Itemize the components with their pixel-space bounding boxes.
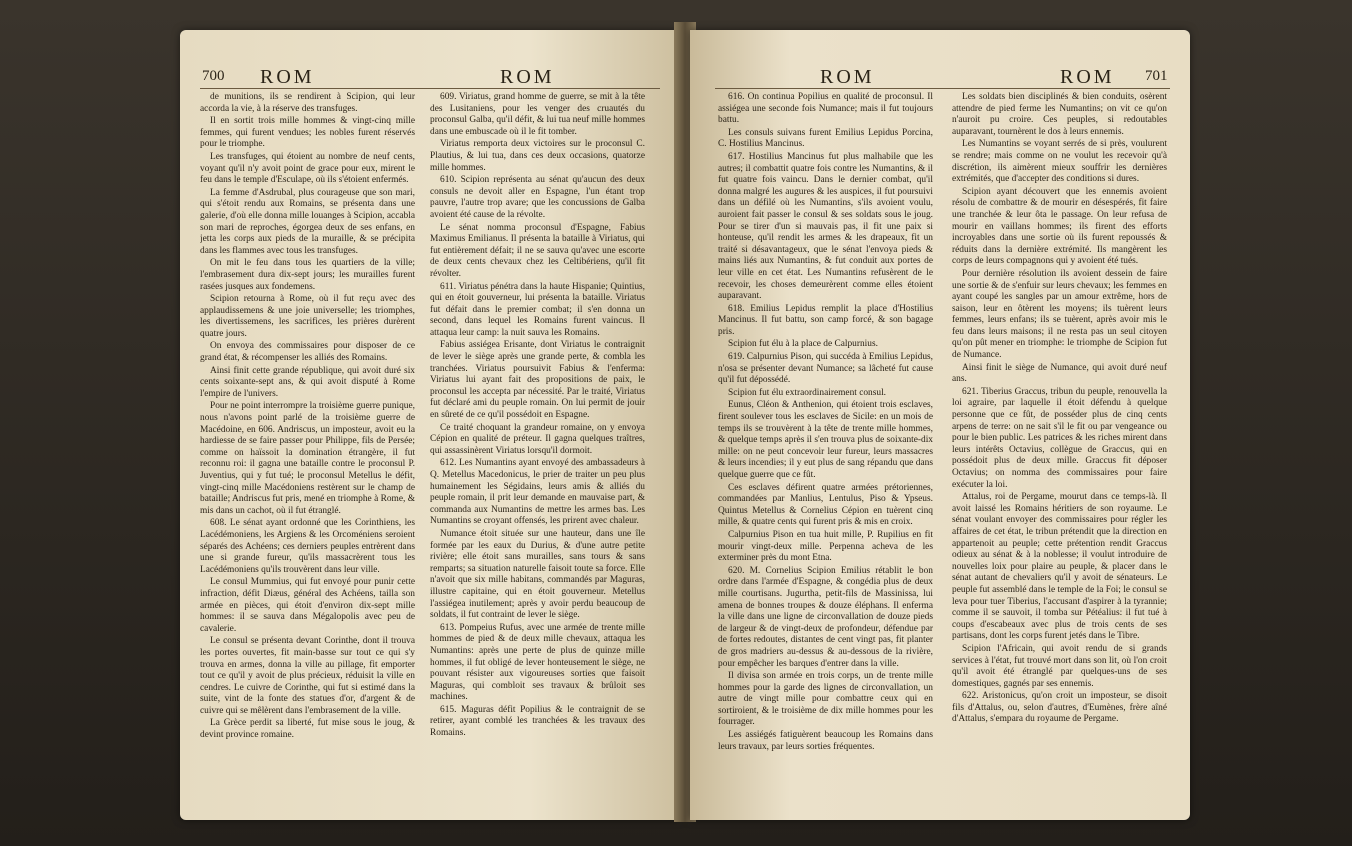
right-column-1	[718, 92, 933, 792]
paragraph: Les Numantins se voyant serrés de si près, voulurent se rendre; mais comme on ne voulut les recevoir qu'à discrétion, ils aimèrent mieux souffrir les dernières extrémités, que d'accepter des conditions si dures.	[952, 139, 1167, 185]
paragraph: Scipion retourna à Rome, où il fut reçu avec des applaudissemens & une joie universelle; les triomphes, les divertissemens, les sacrifices, les prières durèrent quatre jours.	[200, 294, 415, 339]
right-page-number: 701	[1145, 68, 1168, 84]
paragraph: 622. Aristonicus, qu'on croit un imposteur, se disoit fils d'Attalus, ou, selon d'autres, d'Eumènes, frère aîné d'Attalus, s'empara du royaume de Pergame.	[952, 691, 1167, 725]
paragraph: On envoya des commissaires pour disposer de ce grand état, & récompenser les alliés des Romains.	[200, 341, 415, 364]
paragraph: Le sénat nomma proconsul d'Espagne, Fabius Maximus Emilianus. Il présenta la bataille à Viriatus, qui fut entièrement défait; il ne se sauva qu'avec une escorte de deux cents chevaux chez les Celtibériens, qu'il fit révolter.	[430, 222, 645, 279]
paragraph: Ainsi finit le siège de Numance, qui avoit duré neuf ans.	[952, 362, 1167, 385]
open-book	[180, 12, 1180, 832]
paragraph: de munitions, ils se rendirent à Scipion, qui leur accorda la vie, à la réserve des transfuges.	[200, 92, 415, 114]
paragraph: 620. M. Cornelius Scipion Emilius rétablit le bon ordre dans l'armée d'Espagne, & congédia plus de deux mille courtisans. Jugurtha, petit-fils de Massinissa, lui amena de bonnes troupes & douze éléphans. Il enferma la ville dans une ligne de circonvallation de douze pieds de largeur & de vingt-deux de profondeur, défendue par de fortes redoutes, distantes de cent vingt pas, fit planter de gros madriers au-dessus & au-dessous de la rivière, pour empêcher les barques d'entrer dans la ville.	[718, 565, 933, 669]
paragraph: 618. Emilius Lepidus remplit la place d'Hostilius Mancinus. Il fut battu, son camp forcé, & son bagage pris.	[718, 303, 933, 337]
paragraph: Il divisa son armée en trois corps, un de trente mille hommes pour la garde des lignes de circonvallation, un autre de vingt mille pour combattre ceux qui en sortiroient, & le troisième de dix mille hommes pour les fourrager.	[718, 671, 933, 728]
left-header-col2: ROM	[500, 66, 555, 88]
paragraph: Attalus, roi de Pergame, mourut dans ce temps-là. Il avoit laissé les Romains héritiers de son royaume. Le sénat voulant envoyer des commissaires pour régler les affaires de cet état, le tribun prétendit que la direction en appartenoit au peuple; cette prétention rendit Graccus odieux au sénat & à la noblesse; il voulut introduire de nouvelles loix pour plaire au peuple, & placer dans le sénat autant de chevaliers qu'il y avoit de sénateurs. Le peuple fut assemblé dans le temple de la Foi; le consul se leva pour tuer Tiberius, l'accusant d'aspirer à la tyrannie; comme il se sauvoit, il tomba sur Pétéalius: il fut tué à coups d'escabeaux avec plus de trois cents de ses partisans, dont les corps furent jetés dans le Tibre.	[952, 492, 1167, 642]
paragraph: 615. Maguras défit Popilius & le contraignit de se retirer, ayant comblé les tranchées & les travaux des Romains.	[430, 704, 645, 739]
right-header-col2: ROM	[1060, 66, 1115, 88]
left-column-2	[430, 92, 645, 792]
paragraph: 608. Le sénat ayant ordonné que les Corinthiens, les Lacédémoniens, les Argiens & les Orcoméniens seroient séparés des Achéens; ces derniers peuples entrèrent dans une si grande fureur, qu'ils massacrèrent tous les Lacédémoniens qu'ils trouvèrent dans leur ville.	[200, 518, 415, 575]
left-page	[180, 30, 680, 820]
paragraph: 619. Calpurnius Pison, qui succéda à Emilius Lepidus, n'osa se présenter devant Numance; sa lâcheté fut cause qu'il fut dépossédé.	[718, 352, 933, 386]
right-column-2	[952, 92, 1167, 792]
paragraph: Pour dernière résolution ils avoient dessein de faire une sortie & de s'enfuir sur leurs chevaux; les femmes en ayant coupé les sangles par un amour extrême, hors de saison, leur en ôtèrent les moyens; ils tuèrent leurs femmes, leurs enfans; ils se tuèrent, après avoir mis le feu dans leurs maisons; il ne resta pas un seul citoyen qu'on pût mener en triomphe: le triomphe de Scipion fut de Numance.	[952, 268, 1167, 361]
paragraph: Les assiégés fatiguèrent beaucoup les Romains dans leurs travaux, par leurs sorties fréquentes.	[718, 730, 933, 752]
paragraph: Ce traité choquant la grandeur romaine, on y envoya Cépion en qualité de préteur. Il gagna quelques traîtres, qui assassinèrent Viriatus lorsqu'il dormoit.	[430, 422, 645, 456]
paragraph: 612. Les Numantins ayant envoyé des ambassadeurs à Q. Metellus Macedonicus, le prier de traiter un peu plus humainement les Ségidains, leurs amis & alliés du peuple romain, il prit leur demande en mauvaise part, & commanda aux Numantins de mettre les armes bas. Les Numantins se croyant offensés, les prirent avec chaleur.	[430, 458, 645, 527]
paragraph: 617. Hostilius Mancinus fut plus malhabile que les autres; il combattit quatre fois contre les Numantins, & il fut quatre fois vaincu. Dans le dernier combat, qu'il donna malgré les augures & les auspices, il fut poursuivi dans un défilé où les Numantins, s'ils avoient voulu, auroient fait passer le consul & ses soldats sous le joug. Pour se tirer d'un si mauvais pas, il fit une paix si honteuse, qu'il rendit les armes & les drapeaux, fit un traité si désavantageux, que le sénat l'envoya pieds & mains liés aux Numantins, & fut conduit aux portes de leur ville en cet état. Les Numantins refusèrent de le recevoir, les choses demeurèrent comme elles étoient auparavant.	[718, 151, 933, 302]
paragraph: Ainsi finit cette grande république, qui avoit duré six cents soixante-sept ans, & qui avoit disputé à Rome l'empire de l'univers.	[200, 365, 415, 399]
paragraph: 613. Pompeius Rufus, avec une armée de trente mille hommes de pied & de deux mille chevaux, attaqua les Numantins: après une perte de plus de quinze mille hommes, il fut obligé de lever honteusement le siège, ne pouvant résister aux vigoureuses sorties que faisoit Maguras, qui combloit ses travaux & brûloit ses machines.	[430, 622, 645, 703]
paragraph: La femme d'Asdrubal, plus courageuse que son mari, qui s'étoit rendu aux Romains, se présenta dans une galerie, d'où elle donna mille louanges à Scipion, accabla son mari de reproches, égorgea deux de ses enfans, en jetta les corps aux pieds de la muraille, & se précipita dans les flammes avec tous les transfuges.	[200, 187, 415, 256]
paragraph: 616. On continua Popilius en qualité de proconsul. Il assiégea une seconde fois Numance; mais il fut toujours battu.	[718, 92, 933, 126]
paragraph: Le consul se présenta devant Corinthe, dont il trouva les portes ouvertes, fit main-basse sur tout ce qui s'y trouva en armes, donna la ville au pillage, fit emporter tout ce qu'il y avoit de plus précieux, réduisit la ville en cendres. Le cuivre de Corinthe, qui fut si estimé dans la suite, vint de la fonte des statues d'or, d'argent & de cuivre qui se mêlèrent dans l'embrasement de la ville.	[200, 636, 415, 716]
paragraph: Scipion l'Africain, qui avoit rendu de si grands services à l'état, fut trouvé mort dans son lit, où l'on croit qu'il avoit été étranglé par quelques-uns de ses domestiques, gagnés par ses ennemis.	[952, 643, 1167, 689]
left-header-col1: ROM	[260, 66, 315, 88]
right-header-rule	[715, 88, 1170, 89]
paragraph: Calpurnius Pison en tua huit mille, P. Rupilius en fit mourir vingt-deux mille. Perpenna acheva de les exterminer près du mont Etna.	[718, 529, 933, 564]
paragraph: Scipion fut élu extraordinairement consul.	[728, 387, 887, 398]
left-page-number: 700	[202, 68, 225, 84]
paragraph: Scipion fut élu à la place de Calpurnius.	[728, 339, 878, 350]
paragraph: 621. Tiberius Graccus, tribun du peuple, renouvella la loi agraire, par laquelle il étoit défendu à quelque personne que ce fût, de posséder plus de cinq cents arpens de terre: on ne sait s'il le fit ou par vengeance ou pour le bien public. Les patrices & les riches mirent dans leurs intérêts Octavius, collègue de Graccus, qui en possédoit plus de deux mille. Graccus fit déposer Octavius; on nomma des commissaires pour faire exécuter la loi.	[952, 386, 1167, 490]
paragraph: Le consul Mummius, qui fut envoyé pour punir cette infraction, défit Diæus, général des Achéens, tailla son armée en pièces, qui étoit d'environ dix-sept mille hommes: il se sauva dans Mégalopolis avec peu de cavalerie.	[200, 577, 415, 634]
paragraph: Il en sortit trois mille hommes & vingt-cinq mille femmes, qui furent vendues; les nobles furent réservés pour le triomphe.	[200, 116, 415, 150]
paragraph: La Grèce perdit sa liberté, fut mise sous le joug, & devint province romaine.	[200, 718, 415, 741]
paragraph: Eunus, Cléon & Anthenion, qui étoient trois esclaves, firent soulever tous les esclaves de Sicile: en un mois de temps ils se trouvèrent à la tête de trente mille hommes, & quelque temps après il s'en trouva plus de soixante-dix mille: on ne peut concevoir leur fureur, leurs massacres & leurs incendies; il y eut plus de sang répandu que dans quelque guerre que ce fût.	[718, 400, 933, 480]
paragraph: Scipion ayant découvert que les ennemis avoient résolu de combattre & de mourir en désespérés, fit faire une tranchée & leur ôta le passage. On leur refusa de mourir en vaillans hommes; ils firent des efforts incroyables dans une sortie où ils furent repoussés & réduits dans la dernière extrémité. Ils mangèrent les corps de leurs compagnons qui y avoient été tués.	[952, 186, 1167, 267]
right-header-col1: ROM	[820, 66, 875, 88]
paragraph: On mit le feu dans tous les quartiers de la ville; l'embrasement dura dix-sept jours; les murailles furent rasées jusques aux fondemens.	[200, 258, 415, 292]
paragraph: Viriatus remporta deux victoires sur le proconsul C. Plautius, & lui tua, dans ces deux occasions, quatorze mille hommes.	[430, 139, 645, 173]
right-page	[690, 30, 1190, 820]
paragraph: 609. Viriatus, grand homme de guerre, se mit à la tête des Lusitaniens, pour les venger des cruautés du proconsul Galba, qu'il défit, & lui tua neuf mille hommes dans une embuscade où il le fit tomber.	[430, 92, 645, 137]
paragraph: Pour ne point interrompre la troisième guerre punique, nous n'avons point parlé de la troisième guerre de Macédoine, en 606. Andriscus, un imposteur, avoit eu la hardiesse de se faire passer pour Philippe, fils de Persée; comme on haïssoit la domination étrangère, il fut reconnu roi: il gagna une bataille contre le proconsul P. Juventius, qui y fut tué; le proconsul Metellus le défit, vingt-cinq mille Macédoniens restèrent sur le champ de bataille; Andriscus fut pris, mené en triomphe à Rome, & mis dans un cachot, où il fut étranglé.	[200, 401, 415, 516]
left-header-rule	[200, 88, 660, 89]
paragraph: Les consuls suivans furent Emilius Lepidus Porcina, C. Hostilius Mancinus.	[718, 127, 933, 150]
paragraph: Numance étoit située sur une hauteur, dans une île formée par les eaux du Durius, & d'une autre petite rivière; elle étoit sans murailles, sans tours & sans remparts; sa situation naturelle faisoit toute sa force. Elle n'avoit que six mille habitans, commandés par Maguras, illustre capitaine, qui en étoit gouverneur. Metellus l'assiégea inutilement; après y avoir perdu beaucoup de soldats, il fut contraint de lever le siège.	[430, 528, 645, 621]
left-column-1	[200, 92, 415, 792]
paragraph: Les transfuges, qui étoient au nombre de neuf cents, voyant qu'il n'y avoit point de grace pour eux, mirent le feu dans le temple d'Esculape, où ils s'étoient enfermés.	[200, 151, 415, 186]
paragraph: Les soldats bien disciplinés & bien conduits, osèrent attendre de pied ferme les Numantins; on vit ce qu'on n'auroit pu croire. Ces peuples, si redoutables auparavant, tournèrent le dos à leurs ennemis.	[952, 92, 1167, 137]
paragraph: Fabius assiégea Erisante, dont Viriatus le contraignit de lever le siège après une grande perte, & combla les tranchées. Viriatus poursuivit Fabius & l'enferma: Viriatus lui ayant fait des propositions de paix, le proconsul les accepta par nécessité. Par le traité, Viriatus fut déclaré ami du peuple romain. On lui permit de jouir en sûreté de ce qu'il possédoit en Espagne.	[430, 340, 645, 421]
paragraph: 611. Viriatus pénétra dans la haute Hispanie; Quintius, qui en étoit gouverneur, lui présenta la bataille. Viriatus fut défait dans le premier combat; il s'en donna un second, dans lequel les Romains furent vaincus. Il attaqua leur camp: la nuit sauva les Romains.	[430, 281, 645, 338]
paragraph: Ces esclaves défirent quatre armées prétoriennes, commandées par Manlius, Lentulus, Piso & Ypseus. Quintus Metellus & Cornelius Cépion en tuèrent cinq mille, & quatre cents qui furent pris & mis en croix.	[718, 482, 933, 528]
paragraph: 610. Scipion représenta au sénat qu'aucun des deux consuls ne devoit aller en Espagne, l'un étant trop pauvre, l'autre trop avare; que les concussions de Galba avoient été cause de la révolte.	[430, 175, 645, 220]
